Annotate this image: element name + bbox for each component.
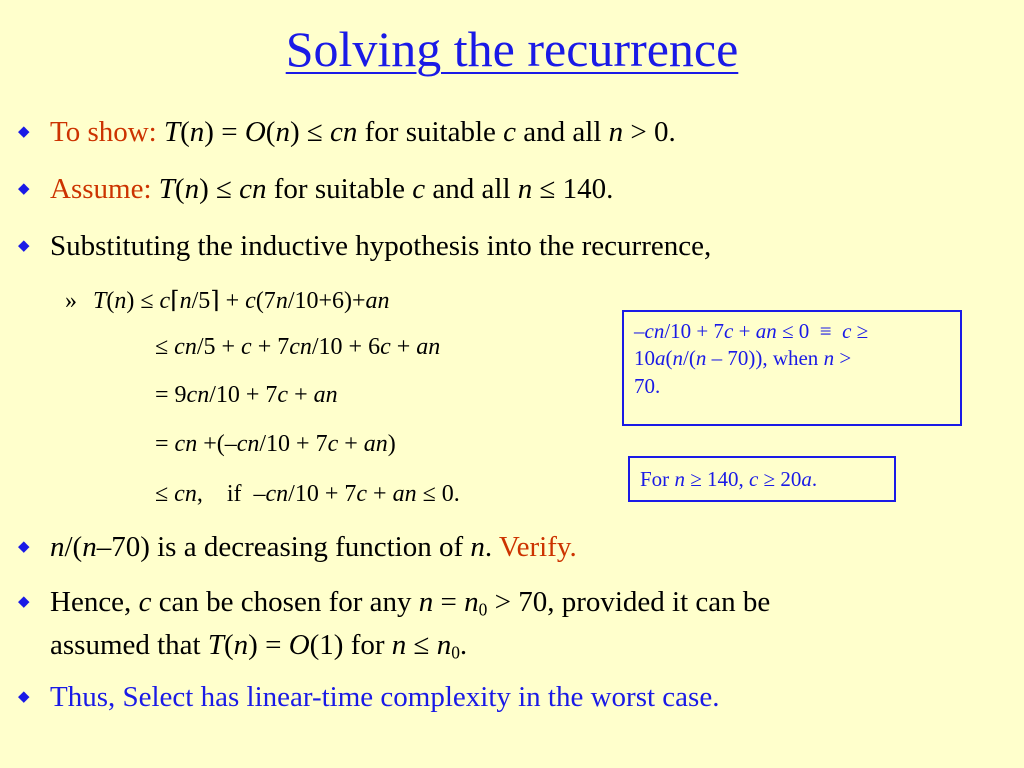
derivation-line: = cn +(–cn/10 + 7c + an)	[155, 431, 396, 457]
note-box-condition: –cn/10 + 7c + an ≤ 0 ≡ c ≥ 10a(n/(n – 70)), when n > 70.	[622, 310, 962, 426]
diamond-bullet-icon: ◆	[18, 181, 30, 197]
diamond-bullet-icon: ◆	[18, 689, 30, 705]
diamond-bullet-icon: ◆	[18, 594, 30, 610]
bullet-substituting-text: Substituting the inductive hypothesis into the recurrence,	[50, 230, 712, 262]
bullet-thus-text: Thus, Select has linear-time complexity in the worst case.	[50, 681, 720, 713]
bullet-assume-text: Assume: T(n) ≤ cn for suitable c and all n ≤ 140.	[50, 173, 614, 205]
verify-label: Verify.	[498, 531, 577, 563]
bullet-label: Assume:	[50, 173, 152, 205]
derivation-line: ≤ cn/5 + c + 7cn/10 + 6c + an	[155, 334, 441, 360]
slide-title: Solving the recurrence	[285, 21, 739, 77]
derivation-line: ≤ cn, if –cn/10 + 7c + an ≤ 0.	[155, 481, 460, 507]
bullet-decreasing-text: n/(n–70) is a decreasing function of n. Verify.	[50, 531, 577, 563]
derivation-first-line: » T(n) ≤ c⌈n/5⌉ + c(7n/10+6)+an	[65, 288, 390, 314]
chevron-right-icon: »	[65, 288, 77, 314]
diamond-bullet-icon: ◆	[18, 539, 30, 555]
derivation-line: = 9cn/10 + 7c + an	[155, 382, 338, 408]
diamond-bullet-icon: ◆	[18, 124, 30, 140]
diamond-bullet-icon: ◆	[18, 238, 30, 254]
bullet-label: To show:	[50, 116, 157, 148]
bullet-hence-line2: assumed that T(n) = O(1) for $n \le n_0$.	[50, 629, 468, 663]
note-box-n-ge-140: For n ≥ 140, c ≥ 20a.	[628, 456, 896, 502]
bullet-to-show-text: To show: T(n) = O(n) ≤ cn for suitable c and all n > 0.	[50, 116, 676, 148]
bullet-hence-line1: Hence, c can be chosen for any $n = n_0 > 70$, provided it can be	[50, 586, 771, 620]
